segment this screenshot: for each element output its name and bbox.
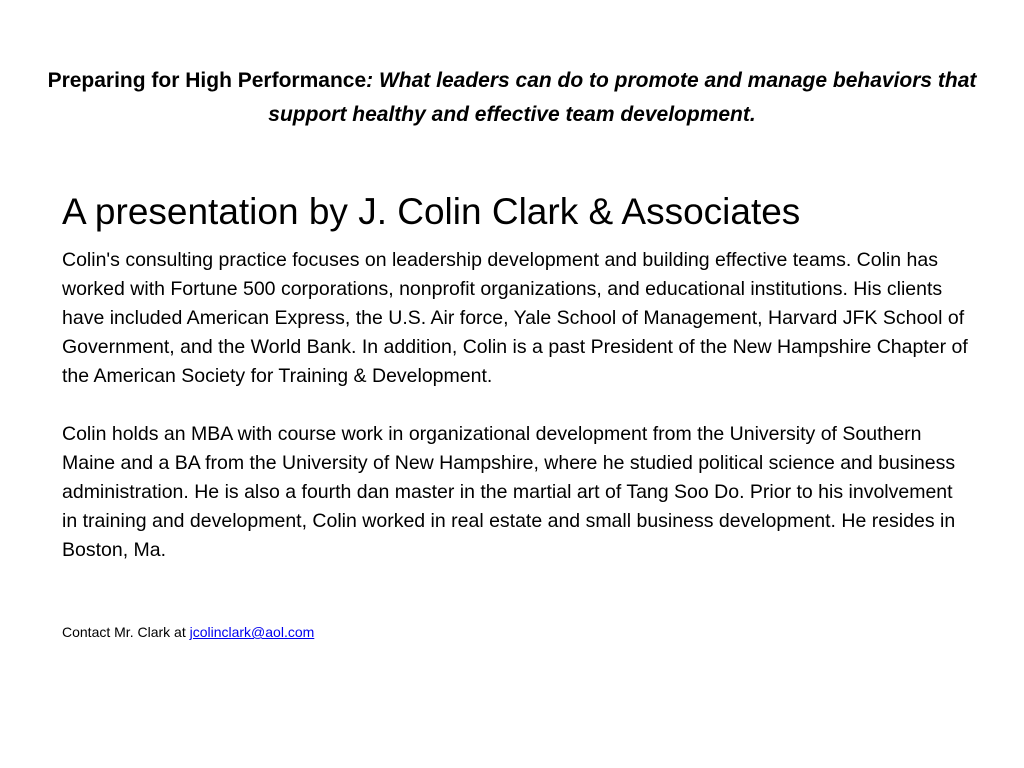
slide-title (40, 64, 984, 132)
contact-email-link[interactable]: jcolinclark@aol.com (189, 624, 315, 640)
bio-paragraph-education: Colin holds an MBA with course work in organizational development from the University of Southern Maine and a BA from the University of New Hampshire, where he studied political science and business administration. He is also a fourth dan master in the martial art of Tang Soo Do. Prior to his involvement in training and development, Colin worked in real estate and small business development. He resides in Boston, Ma. (62, 423, 956, 561)
presentation-subtitle: A presentation by J. Colin Clark & Associates (62, 191, 801, 232)
slide-title-tagline: : What leaders can do to promote and manage behaviors that support healthy and effective team development. (268, 69, 977, 126)
slide-title-main: Preparing for High Performance (47, 69, 367, 92)
contact-label: Contact Mr. Clark at (62, 624, 190, 640)
bio-paragraph-practice: Colin's consulting practice focuses on leadership development and building effective teams. Colin has worked with Fortune 500 corporations, nonprofit organizations, and educational institutions. His clients have included American Express, the U.S. Air force, Yale School of Management, Harvard JFK School of Government, and the World Bank. In addition, Colin is a past President of the New Hampshire Chapter of the American Society for Training & Development. (62, 249, 968, 387)
bio-section (62, 246, 972, 565)
contact-line (62, 622, 314, 642)
